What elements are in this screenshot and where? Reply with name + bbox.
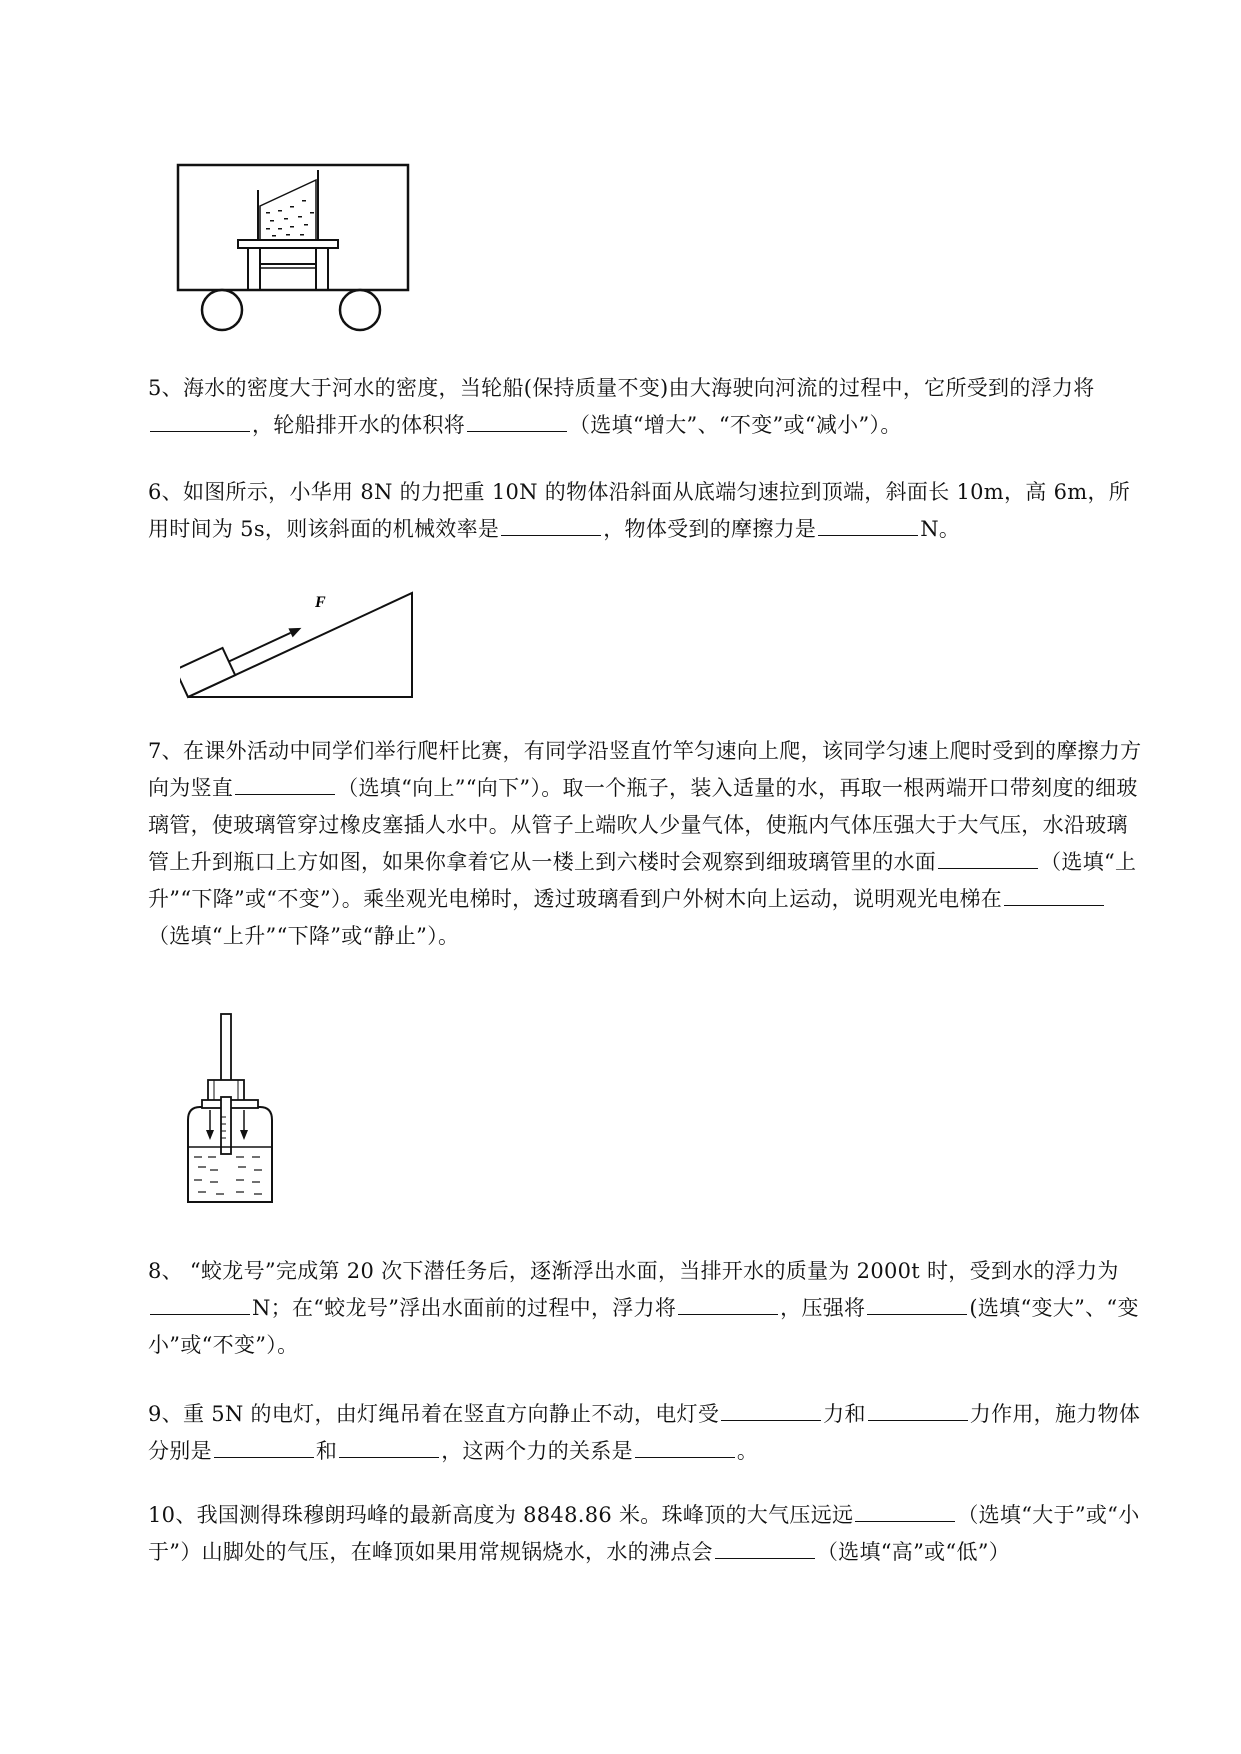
answer-blank[interactable] [938, 846, 1038, 869]
answer-blank[interactable] [1004, 883, 1104, 906]
answer-blank[interactable] [339, 1435, 439, 1458]
question-10: 10、我国测得珠穆朗玛峰的最新高度为 8848.86 米。珠峰顶的大气压远远 （选填“大于”或“小于”）山脚处的气压，在峰顶如果用常规锅烧水，水的沸点会 （选填“高”或“低”） [148, 1497, 1148, 1571]
bottle-tube-figure [180, 1012, 280, 1207]
answer-blank[interactable] [818, 513, 918, 536]
answer-blank[interactable] [855, 1499, 955, 1522]
answer-blank[interactable] [678, 1292, 778, 1315]
answer-blank[interactable] [868, 1398, 968, 1421]
answer-blank[interactable] [715, 1536, 815, 1559]
answer-blank[interactable] [214, 1435, 314, 1458]
answer-blank[interactable] [235, 772, 335, 795]
answer-blank[interactable] [501, 513, 601, 536]
question-9: 9、重 5N 的电灯，由灯绳吊着在竖直方向静止不动，电灯受 力和 力作用，施力物体分别是 和 ，这两个力的关系是 。 [148, 1396, 1148, 1470]
question-6: 6、如图所示，小华用 8N 的力把重 10N 的物体沿斜面从底端匀速拉到顶端，斜面长 10m，高 6m，所用时间为 5s，则该斜面的机械效率是 ，物体受到的摩擦力是 N。 [148, 480, 1131, 541]
answer-blank[interactable] [867, 1292, 967, 1315]
answer-blank[interactable] [635, 1435, 735, 1458]
answer-blank[interactable] [150, 409, 250, 432]
question-7: 7、在课外活动中同学们举行爬杆比赛，有同学沿竖直竹竿匀速向上爬，该同学匀速上爬时受到的摩擦力方向为竖直 （选填“向上”“向下”）。取一个瓶子，装入适量的水，再取一根两端开口带刻度的细玻璃管，使玻璃管穿过橡皮塞插人水中。从管子上端吹人少量气体，使瓶内气体压强大于大气压，水沿玻璃管上升到瓶口上方如图，如果你拿着它从一楼上到六楼时会观察到细玻璃管里的水面 （选填“上升”“下降”或“不变”）。乘坐观光电梯时，透过玻璃看到户外树木向上运动，说明观光电梯在（选填“上升”“下降”或“静止”）。 [148, 739, 1142, 948]
cart-beaker-figure [170, 160, 430, 340]
answer-blank[interactable] [467, 409, 567, 432]
question-5: 5、海水的密度大于河水的密度，当轮船(保持质量不变)由大海驶向河流的过程中，它所受到的浮力将，轮船排开水的体积将 （选填“增大”、“不变”或“减小”）。 [148, 376, 1095, 437]
answer-blank[interactable] [150, 1292, 250, 1315]
question-8: 8、 “蛟龙号”完成第 20 次下潜任务后，逐渐浮出水面，当排开水的质量为 2000t 时，受到水的浮力为N；在“蛟龙号”浮出水面前的过程中，浮力将 ，压强将 (选填“变大”、“变小”或“不变”）。 [148, 1259, 1139, 1357]
incline-figure [180, 585, 420, 705]
force-label: F [315, 594, 326, 611]
answer-blank[interactable] [721, 1398, 821, 1421]
